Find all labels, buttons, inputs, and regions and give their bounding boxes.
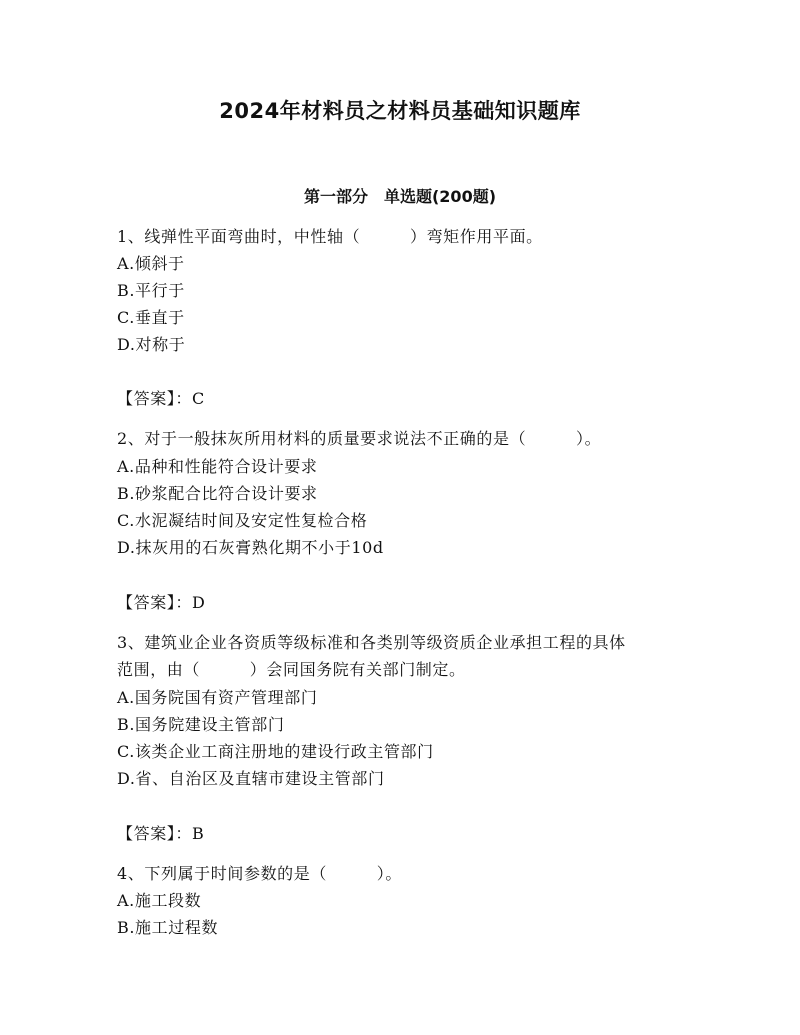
question-3-stem-line-2: 范围，由（ ）会同国务院有关部门制定。 <box>117 660 466 679</box>
question-4-option-a: A.施工段数 <box>117 891 202 910</box>
question-1-option-b: B.平行于 <box>117 281 185 300</box>
question-3-option-b: B.国务院建设主管部门 <box>117 715 285 734</box>
question-3-stem-line-1: 3、建筑业企业各资质等级标准和各类别等级资质企业承担工程的具体 <box>117 633 626 652</box>
question-2-option-b: B.砂浆配合比符合设计要求 <box>117 484 318 503</box>
question-3-option-c: C.该类企业工商注册地的建设行政主管部门 <box>117 742 434 761</box>
question-3-option-d: D.省、自治区及直辖市建设主管部门 <box>117 769 385 788</box>
question-1-option-c: C.垂直于 <box>117 308 185 327</box>
question-1-answer: 【答案】：C <box>117 389 205 408</box>
question-4-stem: 4、下列属于时间参数的是（ ）。 <box>117 864 402 883</box>
question-3-option-a: A.国务院国有资产管理部门 <box>117 688 318 707</box>
question-2-answer: 【答案】：D <box>117 593 206 612</box>
question-2-option-c: C.水泥凝结时间及安定性复检合格 <box>117 511 368 530</box>
question-1-option-a: A.倾斜于 <box>117 254 185 273</box>
question-2-stem: 2、对于一般抹灰所用材料的质量要求说法不正确的是（ ）。 <box>117 429 602 448</box>
document-title: 2024年材料员之材料员基础知识题库 <box>219 99 581 123</box>
question-1-stem: 1、线弹性平面弯曲时，中性轴（ ）弯矩作用平面。 <box>117 227 543 246</box>
question-2-option-a: A.品种和性能符合设计要求 <box>117 457 318 476</box>
question-1-option-d: D.对称于 <box>117 335 186 354</box>
question-2-option-d: D.抹灰用的石灰膏熟化期不小于10d <box>117 538 384 557</box>
question-4-option-b: B.施工过程数 <box>117 918 219 937</box>
question-3-answer: 【答案】：B <box>117 824 205 843</box>
section-heading: 第一部分 单选题(200题) <box>303 187 497 206</box>
